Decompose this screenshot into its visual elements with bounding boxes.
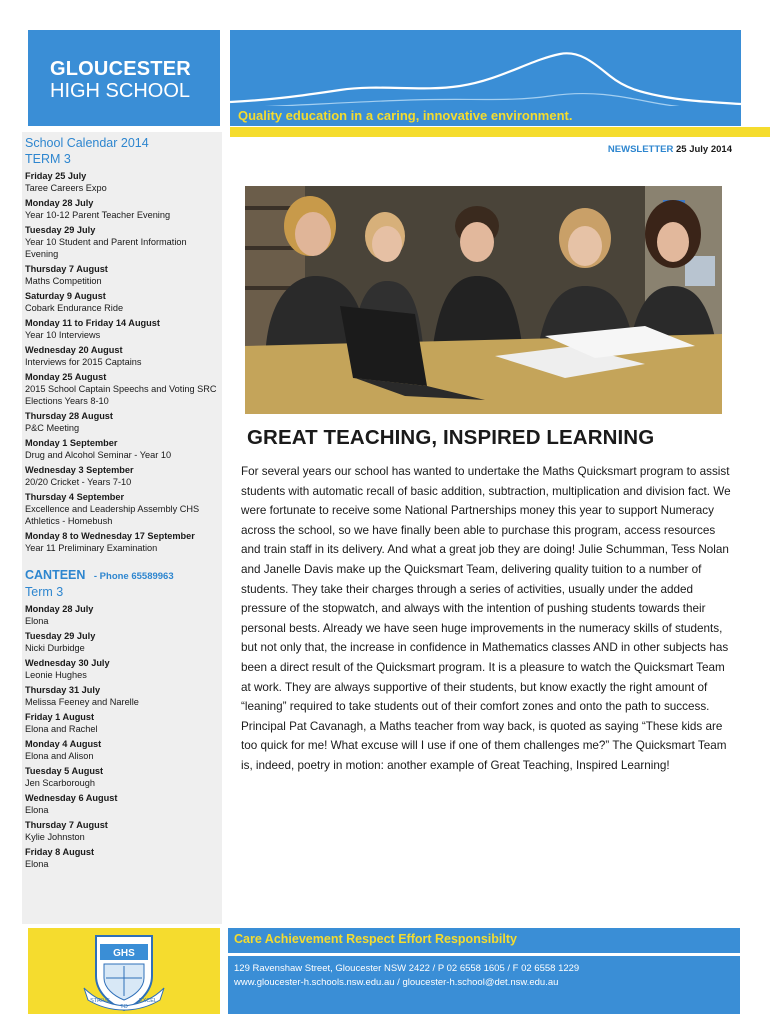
canteen-title: CANTEEN: [25, 568, 86, 582]
school-logo-block: [28, 30, 220, 126]
canteen-phone: - Phone 65589963: [93, 571, 174, 582]
calendar-event-text: Year 10 Interviews: [25, 330, 101, 340]
calendar-event-text: Year 10-12 Parent Teacher Evening: [25, 210, 171, 220]
canteen-roster-item-date: Tuesday 5 August: [25, 766, 104, 776]
calendar-event: [25, 464, 220, 488]
canteen-roster: [25, 603, 220, 870]
calendar-event: [25, 530, 220, 554]
calendar-event-text: Excellence and Leadership Assembly CHS Athletics - Homebush: [25, 504, 200, 526]
canteen-roster-item: [25, 657, 220, 681]
canteen-roster-item-text: Nicki Durbidge: [25, 643, 85, 653]
canteen-roster-item-date: Friday 1 August: [25, 712, 95, 722]
tagline-bar: [230, 106, 741, 126]
canteen-header: [25, 566, 220, 584]
canteen-roster-item: [25, 603, 220, 627]
crest-motto-mid: TO: [120, 1004, 128, 1010]
crest-letters: GHS: [113, 948, 135, 959]
calendar-event-date: Monday 28 July: [25, 198, 94, 208]
calendar-event-date: Monday 11 to Friday 14 August: [25, 318, 160, 328]
crest-motto-right: EXCEL: [138, 998, 158, 1004]
calendar-event-date: Friday 25 July: [25, 171, 87, 181]
calendar-event-text: Year 10 Student and Parent Information Evening: [25, 237, 187, 259]
canteen-roster-item-date: Friday 8 August: [25, 847, 95, 857]
calendar-event-date: Wednesday 3 September: [25, 465, 134, 475]
calendar-event: [25, 263, 220, 287]
calendar-event: [25, 437, 220, 461]
school-crest: [76, 930, 172, 1012]
calendar-event-date: Tuesday 29 July: [25, 225, 96, 235]
canteen-roster-item-date: Wednesday 30 July: [25, 658, 110, 668]
calendar-event-text: Interviews for 2015 Captains: [25, 357, 142, 367]
canteen-roster-item-text: Elona: [25, 859, 49, 869]
calendar-event-text: P&C Meeting: [25, 423, 80, 433]
calendar-event: [25, 197, 220, 221]
article-headline: GREAT TEACHING, INSPIRED LEARNING: [247, 426, 655, 449]
canteen-roster-item: [25, 819, 220, 843]
calendar-event-date: Thursday 7 August: [25, 264, 108, 274]
canteen-roster-item-text: Elona and Rachel: [25, 724, 98, 734]
calendar-event-text: 2015 School Captain Speechs and Voting SRC Elections Years 8-10: [25, 384, 217, 406]
footer-address: 129 Ravenshaw Street, Gloucester NSW 2422 / P 02 6558 1605 / F 02 6558 1229: [234, 963, 580, 974]
calendar-event-text: 20/20 Cricket - Years 7-10: [25, 477, 132, 487]
calendar-event-date: Monday 25 August: [25, 372, 107, 382]
calendar-event: [25, 371, 220, 407]
calendar-event: [25, 491, 220, 527]
canteen-roster-item: [25, 738, 220, 762]
school-values: Care Achievement Respect Effort Responsibilty: [234, 932, 517, 946]
calendar-event-date: Wednesday 20 August: [25, 345, 123, 355]
calendar-event-text: Drug and Alcohol Seminar - Year 10: [25, 450, 172, 460]
school-tagline: Quality education in a caring, innovative environment.: [238, 108, 573, 123]
canteen-roster-item-date: Thursday 31 July: [25, 685, 101, 695]
newsletter-date: [608, 144, 732, 155]
canteen-term: Term 3: [25, 585, 64, 599]
calendar-term: TERM 3: [25, 152, 71, 166]
students-and-teachers-photo-icon: [245, 186, 722, 414]
canteen-roster-item-date: Monday 28 July: [25, 604, 94, 614]
article-body: For several years our school has wanted to undertake the Maths Quicksmart program to assist students with automatic recall of basic addition, subtraction, multiplication and division fact. We were fortunate to receive some National Partnerships money this year to support Numeracy across the school, so we have finally been able to purchase this program, access resources and train staff in its delivery. And what a great job they are doing! Julie Schumman, Tess Nolan and Janelle Davis make up the Quicksmart Team, delivering quality tuition to a number of students. They take their charges through a series of activities, usually under the added pressure of the stopwatch, and always with the intention of pushing students towards their personal bests. Already we have seen huge improvements in the numeracy skills of students, but not only that, the increase in confidence in Mathematics classes AND in other subjects has been a direct result of the Quicksmart program. It is a pleasure to watch the Quicksmart Team at work. They are always supportive of their students, but know exactly the right amount of “leaning” required to take students out of their comfort zones and onto the path to success. Principal Pat Cavanagh, a Maths teacher from way back, is quoted as saying “These kids are too quick for me! What excuse will I use if one of them challenges me?” The Quicksmart Team is, indeed, poetry in motion: another example of Great Teaching, Inspired Learning!: [241, 465, 731, 772]
canteen-roster-item-text: Kylie Johnston: [25, 832, 85, 842]
calendar-list: [25, 170, 220, 554]
canteen-roster-item-text: Melissa Feeney and Narelle: [25, 697, 139, 707]
calendar-event: [25, 170, 220, 194]
calendar-event: [25, 344, 220, 368]
canteen-roster-item-date: Monday 4 August: [25, 739, 102, 749]
canteen-roster-item: [25, 684, 220, 708]
canteen-roster-item-text: Elona: [25, 805, 49, 815]
newsletter-issue-date: 25 July 2014: [676, 144, 732, 155]
calendar-event: [25, 224, 220, 260]
calendar-event-date: Thursday 4 September: [25, 492, 125, 502]
canteen-roster-item-text: Elona: [25, 616, 49, 626]
calendar-event-text: Year 11 Preliminary Examination: [25, 543, 158, 553]
canteen-roster-item: [25, 792, 220, 816]
header-accent-line: [230, 127, 770, 137]
calendar-event-date: Monday 1 September: [25, 438, 118, 448]
calendar-event-text: Taree Careers Expo: [25, 183, 107, 193]
canteen-roster-item-date: Tuesday 29 July: [25, 631, 96, 641]
canteen-roster-item-date: Thursday 7 August: [25, 820, 108, 830]
article-photo: [245, 186, 722, 414]
calendar-event-text: Maths Competition: [25, 276, 102, 286]
school-name-line1: GLOUCESTER: [50, 58, 191, 80]
canteen-roster-item-text: Jen Scarborough: [25, 778, 95, 788]
canteen-roster-item: [25, 630, 220, 654]
footer-divider: [228, 953, 740, 956]
calendar-event-date: Thursday 28 August: [25, 411, 113, 421]
sidebar: [22, 132, 222, 924]
footer-website-email: www.gloucester-h.schools.nsw.edu.au / gloucester-h.school@det.nsw.edu.au: [234, 977, 559, 988]
canteen-roster-item-date: Wednesday 6 August: [25, 793, 118, 803]
calendar-title: School Calendar 2014: [25, 136, 149, 150]
footer: [228, 928, 740, 1014]
calendar-event-text: Cobark Endurance Ride: [25, 303, 124, 313]
crest-motto-left: STRIVE: [90, 998, 110, 1004]
calendar-event-date: Saturday 9 August: [25, 291, 106, 301]
canteen-roster-item-text: Elona and Alison: [25, 751, 94, 761]
school-crest-box: [28, 928, 220, 1014]
calendar-event: [25, 410, 220, 434]
calendar-event: [25, 290, 220, 314]
canteen-roster-item: [25, 846, 220, 870]
canteen-roster-item: [25, 711, 220, 735]
canteen-roster-item-text: Leonie Hughes: [25, 670, 87, 680]
calendar-event-date: Monday 8 to Wednesday 17 September: [25, 531, 195, 541]
school-name-line2: HIGH SCHOOL: [50, 80, 191, 102]
canteen-roster-item: [25, 765, 220, 789]
calendar-event: [25, 317, 220, 341]
newsletter-label: NEWSLETTER: [607, 144, 674, 155]
